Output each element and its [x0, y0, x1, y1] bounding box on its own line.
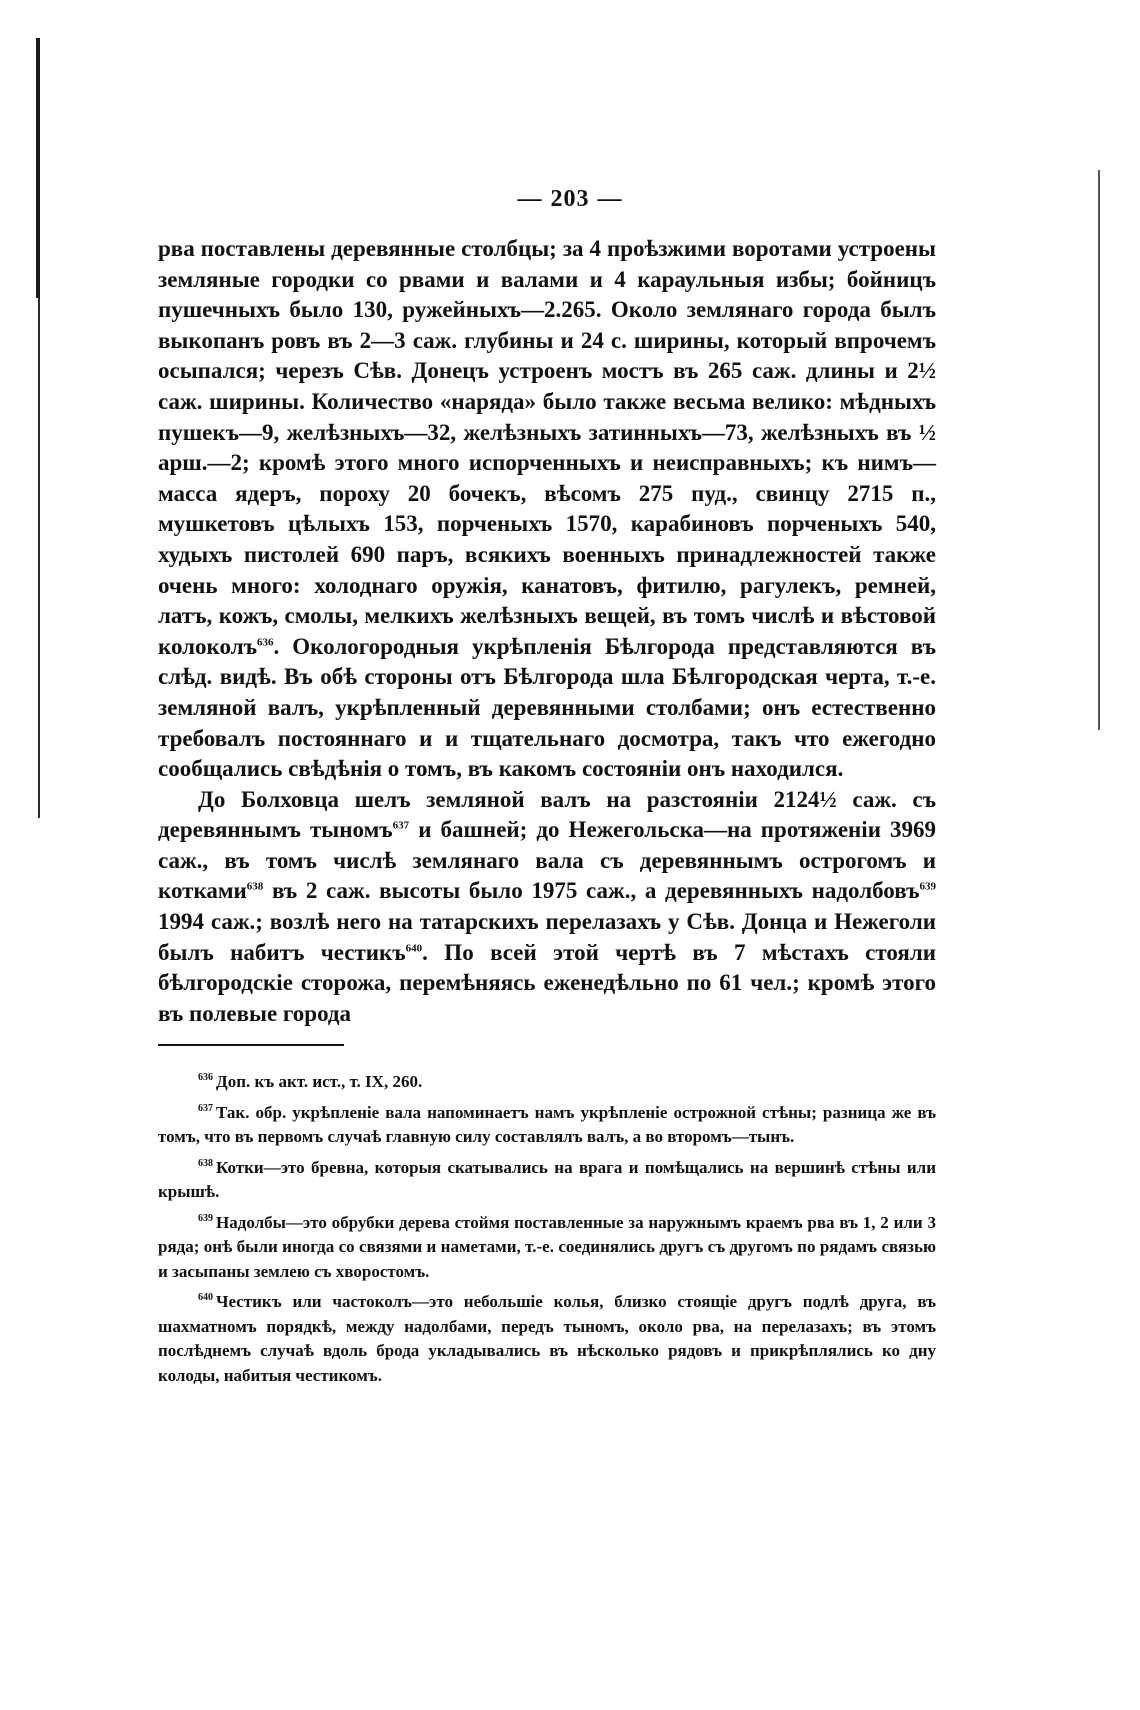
page-number-dash-left: — [517, 186, 543, 212]
footnote-text: Так. обр. укрѣпленіе вала напоминаетъ намъ укрѣпленіе острожной стѣны; разница же въ томъ, что въ первомъ случаѣ главную силу составлялъ валъ, а во второмъ—тынъ. [158, 1102, 936, 1146]
page-number-header [0, 186, 1140, 213]
footnote-number: 636 [198, 1072, 213, 1084]
body-text-run: въ 2 саж. высоты было 1975 саж., а деревянныхъ надолбовъ [263, 878, 920, 904]
body-text-run: и башней; до Нежегольска—на протяженіи 3969 саж., въ томъ числѣ землянаго вала съ деревяннымъ острогомъ и котками [158, 817, 937, 904]
body-paragraph [158, 785, 936, 1030]
body-text-run: рва поставлены деревянные столбцы; за 4 проѣзжими воротами устроены земляные городки со рвами и валами и 4 караульныя избы; бойницъ пушечныхъ было 130, ружейныхъ—2.265. Около землянаго города былъ выкопанъ ровъ въ 2—3 саж. глубины и 24 с. ширины, который впрочемъ осыпался; черезъ Сѣв. Донецъ устроенъ мостъ въ 265 саж. длины и 2½ саж. ширины. Количество «наряда» было также весьма велико: мѣдныхъ пушекъ—9, желѣзныхъ—32, желѣзныхъ затинныхъ—73, желѣзныхъ въ ½ арш.—2; кромѣ этого много испорченныхъ и неисправныхъ; къ нимъ—масса ядеръ, пороху 20 бочекъ, вѣсомъ 275 пуд., свинцу 2715 п., мушкетовъ цѣлыхъ 153, порченыхъ 1570, карабиновъ порченыхъ 540, худыхъ пистолей 690 паръ, всякихъ военныхъ принадлежностей также очень много: холоднаго оружія, канатовъ, фитилю, рагулекъ, ремней, латъ, кожъ, смолы, мелкихъ желѣзныхъ вещей, въ томъ числѣ и вѣстовой колоколъ [158, 236, 936, 659]
footnote-number: 637 [198, 1102, 213, 1114]
footnote-number: 638 [198, 1157, 213, 1169]
footnote-text: Котки—это бревна, которыя скатывались на врага и помѣщались на вершинѣ стѣны или крышѣ. [158, 1157, 936, 1201]
footnote-number: 639 [198, 1212, 213, 1224]
body-text-run: До Болховца шелъ земляной валъ на разстояніи 2124½ саж. съ деревяннымъ тыномъ [158, 786, 936, 843]
footnote-text: Доп. къ акт. ист., т. IX, 260. [216, 1072, 423, 1091]
footnote-marker[interactable]: 637 [392, 819, 410, 832]
footnote-marker[interactable]: 639 [919, 880, 936, 893]
body-text-run: . По всей этой чертѣ въ 7 мѣстахъ стояли бѣлгородскіе сторожа, перемѣняясь еженедѣльно по 61 чел.; кромѣ этого въ полевые города [158, 939, 936, 1026]
footnote-text: Надолбы—это обрубки дерева стоймя поставленные за наружнымъ краемъ рва въ 1, 2 или 3 ряда; онѣ были иногда со связями и наметами, т.-е. соединялись другъ съ другомъ по рядамъ связью и засыпаны землею съ хворостомъ. [158, 1212, 936, 1281]
footnote-number: 640 [198, 1292, 213, 1304]
footnote-marker[interactable]: 638 [246, 880, 264, 893]
footnote [158, 1101, 936, 1150]
footnote-text: Честикъ или частоколъ—это небольшіе колья, близко стоящіе другъ подлѣ друга, въ шахматномъ порядкѣ, между надолбами, передъ тыномъ, около рва, на перелазахъ; въ этомъ послѣднемъ случаѣ вдоль брода укладывались въ нѣсколько рядовъ и прикрѣплялись ко дну колоды, набитыя честикомъ. [158, 1292, 936, 1385]
footnote-separator [158, 1044, 344, 1046]
footnote [158, 1070, 936, 1095]
scan-edge-right [1098, 170, 1100, 730]
body-paragraph [158, 234, 936, 785]
scan-edge-left-thin [38, 298, 40, 818]
footnote [158, 1156, 936, 1205]
body-text-run: 1994 саж.; возлѣ него на татарскихъ перелазахъ у Сѣв. Донца и Нежеголи былъ набитъ честикъ [158, 909, 936, 965]
scan-edge-left [36, 38, 40, 298]
footnote-marker[interactable]: 636 [257, 636, 274, 649]
page-number: 203 [550, 186, 590, 212]
footnote [158, 1211, 936, 1285]
body-text-run: . Окологородныя укрѣпленія Бѣлгорода представляются въ слѣд. видѣ. Въ обѣ стороны отъ Бѣлгорода шла Бѣлгородская черта, т.-е. земляной валъ, укрѣпленный деревянными столбами; онъ естественно требовалъ постояннаго и и тщательнаго досмотра, такъ что ежегодно сообщались свѣдѣнія о томъ, въ какомъ состояніи онъ находился. [158, 633, 936, 782]
footnotes-section [158, 1070, 936, 1394]
body-text [158, 234, 936, 1029]
footnote-marker[interactable]: 640 [405, 942, 423, 954]
page-number-dash-right: — [597, 186, 623, 212]
footnote [158, 1290, 936, 1388]
